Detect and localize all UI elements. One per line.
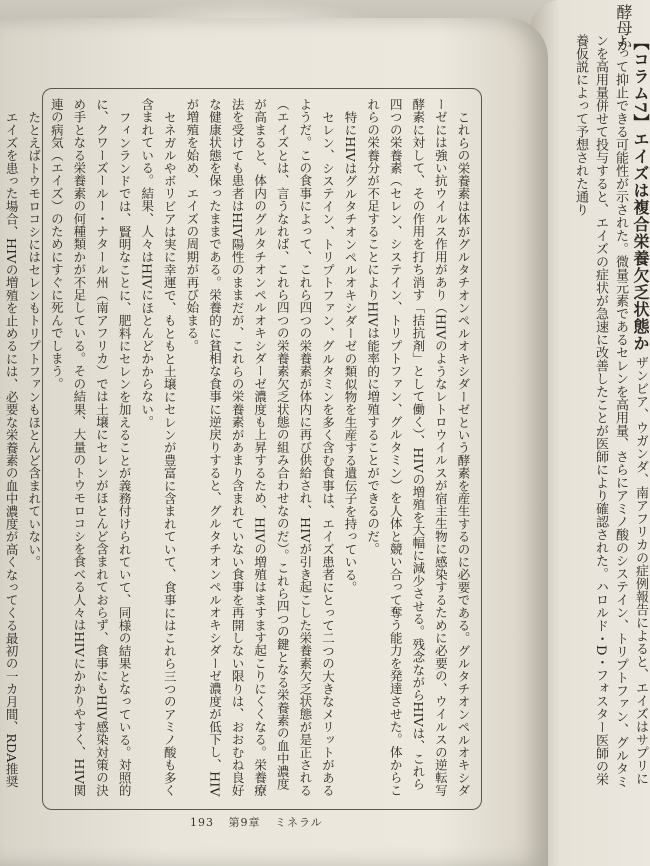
chapter-label: 第9章 [228, 816, 261, 829]
paragraph: フィンランドでは、賢明なことに、肥料にセレンを加えることが義務付けられていて、同様の結果となっている。対照的に、クワーズールー・ナタール州（南アフリカ）では土壌にセレンがほとんど含まれておらず、食事にもHIV感染対策の決め手となる栄養素の何種類かが不足している。その結果、大量のトウモロコシを食べる人々はHIVにかかりやすく、HIV関連の病気（エイズ）のためにすぐに死んでしまう。 [49, 98, 133, 797]
paragraph: これらの栄養素は体がグルタチオンペルオキシダーゼという酵素を産生するのに必要である。グルタチオンペルオキシダーゼには強い抗ウイルス作用があり（HIVのようなレトロウイルスが宿主生物に感染するために必要の、ウイルスの逆転写酵素に対して、その作用を打ち消す「拮抗剤」として働く）、HIVの増殖を大幅に減少させる。残念ながらHIVは、これら四つの栄養素（セレン、システイン、トリプトファン、グルタミン）を人体と競い合って奪う能力を発達させた。体からこれらの栄養分が不足することによりHIVは能率的に増殖することができるのだ。 [365, 98, 471, 797]
paragraph: 特にHIVはグルタチオンペルオキシダーゼの類似物を生産する遺伝子を持っている。 [343, 110, 359, 594]
body-text [4, 98, 474, 798]
paragraph: エイズを患った場合、HIVの増殖を止めるには、必要な栄養素の血中濃度が高くなってくる最初の一カ月間、RDA推奨 [4, 110, 20, 788]
column-box [546, 34, 650, 794]
chapter-title: ミネラル [275, 816, 323, 829]
column-heading: 【コラム7】エイズは複合栄養欠乏状態か [631, 34, 650, 353]
page-footer [190, 814, 333, 830]
paragraph: たとえばトウモロコシにはセレンもトリプトファンもほとんど含まれていない。 [26, 110, 42, 568]
paragraph: セネガルやボリビアは実に幸運で、もともと土壌にセレンが豊富に含まれていて、食事にはこれら三つのアミノ酸も多く含まれている。結果、人々はHIVにほとんどかからない。 [139, 98, 178, 797]
paragraph: セレン、システイン、トリプトファン、グルタミンを多く含む食事は、エイズ患者にとって二つの大きなメリットがあるようだ。この食事によって、これら四つの栄養素が体内に再び供給され、HIVが引き起こした栄養素欠乏状態が是正される（エイズとは、言うなれば、これら四つの栄養素欠乏状態の組み合わせなのだ）。これら四つの鍵となる栄養素の血中濃度が高まると、体内のグルタチオンペルオキシダーゼ濃度も上昇するため、HIVの増殖はますます起こりにくくなる。栄養療法を受けても患者はHIV陽性のままだが、これらの栄養素があまり含まれていない食事を再開しない限りは、おおむね良好な健康状態を保ったままである。栄養的に貧相な食事に逆戻りすると、グルタチオンペルオキシダーゼ濃度が低下し、HIVが増殖を始め、エイズの周期が再び始まる。 [184, 98, 336, 797]
column-text: ザンビア、ウガンダ、南アフリカの症例報告によると、エイズはサプリによって抑止できる可能性が示された。微量元素であるセレンを高用量、さらにアミノ酸のシステイン、トリプトファン、グルタミンを高用量併せて投与すると、エイズの症状が急速に改善したことが医師により確認された。ハロルド・D・フォスター医師の栄養仮説によって予想された通り [573, 34, 648, 788]
right-page-fragment: 酵母か [614, 4, 633, 52]
page-number: 193 [190, 816, 214, 829]
